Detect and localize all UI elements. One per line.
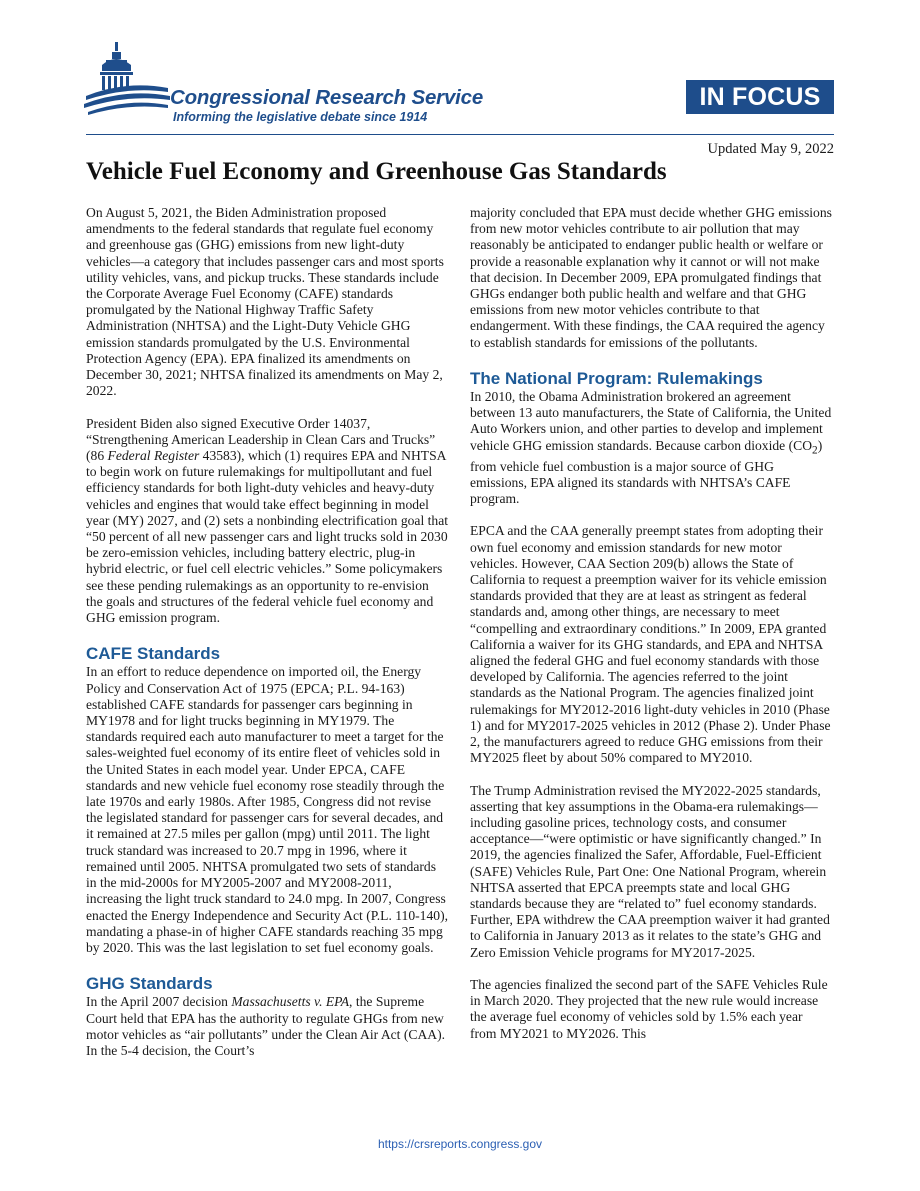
in-focus-badge: IN FOCUS <box>686 80 834 114</box>
np-text-b: ) from vehicle fuel combustion is a major source of GHG emissions, EPA aligned its standards with NHTSA’s CAFE program. <box>470 437 823 506</box>
header-divider <box>86 134 834 135</box>
footer-link[interactable]: https://crsreports.congress.gov <box>377 1137 543 1151</box>
left-column <box>86 205 448 1059</box>
ghg-text-b: , the Supreme Court held that EPA has the authority to regulate GHGs from new motor vehicles as “air pollutants” under the Clean Air Act (CAA). In the 5-4 decision, the Court’s <box>86 994 446 1058</box>
capitol-dome-logo-icon <box>84 40 170 118</box>
cafe-paragraph: In an effort to reduce dependence on imported oil, the Energy Policy and Conservation Act of 1975 (EPCA; P.L. 94-163) established CAFE standards for passenger cars beginning in MY1978 and for light trucks beginning in MY1979. The standards required each auto manufacturer to meet a target for the sales-weighted fuel economy of its entire fleet of vehicles sold in the United States in each model year. Under EPCA, CAFE standards and new vehicle fuel economy rose steadily through the late 1970s and early 1980s. After 1985, Congress did not revise the legislated standard for passenger cars for several decades, and it remained at 27.5 miles per gallon (mpg) until 2011. The light truck standard was increased to 20.7 mpg in 1996, where it remained until 2005. NHTSA promulgated two sets of standards in the mid-2000s for MY2005-2007 and MY2008-2011, increasing the light truck standard to 24.0 mpg. In 2007, Congress enacted the Energy Independence and Security Act (P.L. 110-140), mandating a phase-in of higher CAFE standards reaching 35 mpg by 2020. This was the last legislation to set fuel economy goals. <box>86 664 448 955</box>
heading-cafe-standards: CAFE Standards <box>86 644 221 664</box>
np-text-a: In 2010, the Obama Administration brokered an agreement between 13 auto manufacturers, the State of California, the United Auto Workers union, and other parties to develop and implement vehicle GHG emission standards. Because carbon dioxide (CO <box>470 389 832 453</box>
safe-rule-paragraph: The agencies finalized the second part of the SAFE Vehicles Rule in March 2020. They projected that the new rule would increase the average fuel economy of vehicles sold by 1.5% each year from MY2021 to MY2026. This <box>470 977 828 1041</box>
ghg-paragraph <box>86 994 448 1059</box>
preemption-paragraph: EPCA and the CAA generally preempt states from adopting their own fuel economy and emission standards for new motor vehicles. However, CAA Section 209(b) allows the State of California to request a preemption waiver for its vehicle emission standards provided that they are at least as stringent as federal standards and, among other things, are necessary to meet “compelling and extraordinary conditions.” In 2009, EPA granted California a waiver for its GHG standards, and EPA and NHTSA aligned the federal GHG and fuel economy standards with those developed by California. The agencies referred to the joint standards as the National Program. The agencies finalized joint rulemakings for MY2012-2016 light-duty vehicles in 2010 (Phase 1) and for MY2017-2025 vehicles in 2012 (Phase 2). Under Phase 2, the manufacturers agreed to reduce GHG emissions from their MY2025 fleet by about 50% compared to MY2010. <box>470 523 831 766</box>
endangerment-paragraph: majority concluded that EPA must decide whether GHG emissions from new motor vehicles contribute to air pollution that may reasonably be anticipated to endanger public health or welfare or provide a reasonable explanation why it cannot or will not make that decision. In December 2009, EPA promulgated findings that GHGs endanger both public health and welfare and that GHG emissions from new motor vehicles contribute to that endangerment. With these findings, the CAA required the agency to establish standards for emissions of the pollutants. <box>470 205 832 350</box>
case-name: Massachusetts v. EPA <box>231 994 350 1010</box>
eo-text-b: 43583), which (1) requires EPA and NHTSA to begin work on future rulemakings for multipollutant and fuel efficiency standards for both light-duty vehicles and heavy-duty vehicles and engines that would take effect beginning in model year (MY) 2027, and (2) sets a nonbinding electrification goal that “50 percent of all new passenger cars and light trucks sold in 2030 be zero-emission vehicles, including battery electric, plug-in hybrid electric, or fuel cell electric vehicles.” Some policymakers see these pending rulemakings as an opportunity to re-envision the goals and structures of the federal vehicle fuel economy and GHG emission program. <box>86 448 449 626</box>
right-column <box>470 205 832 1042</box>
heading-ghg-standards: GHG Standards <box>86 974 213 994</box>
eo-text-a: President Biden also signed Executive Order 14037, “Strengthening American Leadership in Clean Cars and Trucks” (86 <box>86 415 436 464</box>
co2-subscript: 2 <box>812 444 818 457</box>
updated-date: Updated May 9, 2022 <box>707 141 834 157</box>
trump-revision-paragraph: The Trump Administration revised the MY2022-2025 standards, asserting that key assumptions in the Obama-era rulemakings—including gasoline prices, technology costs, and consumer acceptance—“were optimistic or have significantly changed.” In 2019, the agencies finalized the Safer, Affordable, Fuel-Efficient (SAFE) Vehicles Rule, Part One: One National Program, wherein NHTSA asserted that EPCA preempts state and local GHG standards because they are “related to” fuel economy standards. Further, EPA withdrew the CAA preemption waiver it had granted to California in January 2013 as it relates to the state’s GHG and Zero Emission Vehicle programs for MY2017-2025. <box>470 782 830 960</box>
heading-national-program: The National Program: Rulemakings <box>470 369 763 389</box>
federal-register-citation: Federal Register <box>107 448 200 464</box>
page-title: Vehicle Fuel Economy and Greenhouse Gas Standards <box>86 158 667 185</box>
org-tagline: Informing the legislative debate since 1914 <box>173 110 428 124</box>
national-program-paragraph <box>470 389 832 507</box>
org-name: Congressional Research Service <box>170 86 484 109</box>
intro-paragraph: On August 5, 2021, the Biden Administration proposed amendments to the federal standards that regulate fuel economy and greenhouse gas (GHG) emissions from new light-duty vehicles—a category that includes passenger cars and most sports utility vehicles, vans, and pickup trucks. These standards include the Corporate Average Fuel Economy (CAFE) standards promulgated by the National Highway Traffic Safety Administration (NHTSA) and the Light-Duty Vehicle GHG emission standards promulgated by the U.S. Environmental Protection Agency (EPA). EPA finalized its amendments on December 30, 2021; NHTSA finalized its amendments on May 2, 2022. <box>86 205 444 399</box>
ghg-text-a: In the April 2007 decision <box>86 994 232 1010</box>
executive-order-paragraph <box>86 416 448 627</box>
